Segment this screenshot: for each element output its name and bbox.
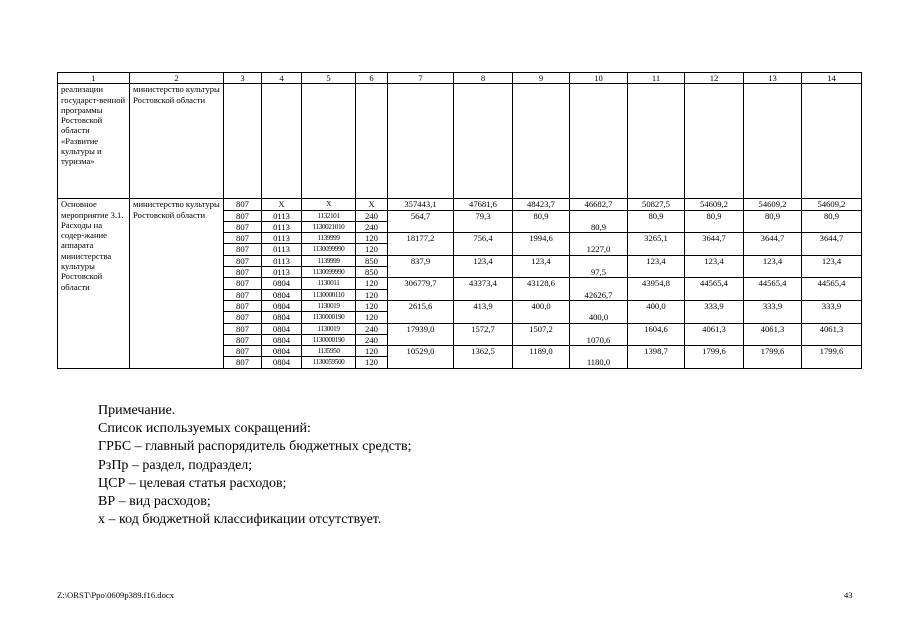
grbs-code-cell: 807 [224,289,262,300]
value-cell [513,210,570,233]
grbs-code-cell: 807 [224,323,262,334]
value-text: 400,0 [531,300,551,311]
value-text: 413,9 [473,300,493,311]
csr-code-cell: 1130011 [302,278,356,289]
csr-code-cell: 1130000190 [302,312,356,323]
value-text: 80,9 [590,221,607,232]
empty-cell [302,84,356,199]
value-text: 80,9 [706,210,722,221]
program-name-cell: реализации государст-венной программы Ростовской области «Развитие культуры и туризма» [58,84,130,199]
value-cell [628,323,685,346]
value-text: 43954,8 [642,278,670,289]
vr-code-cell: 120 [356,233,388,244]
notes-section [98,402,411,529]
value-cell [388,300,454,323]
value-cell [685,210,744,233]
vr-code-cell: 240 [356,323,388,334]
csr-code-cell: 1132101 [302,210,356,221]
value-text: 1572,7 [471,323,495,334]
csr-code-cell: 1135950 [302,346,356,357]
grbs-code-cell: 807 [224,334,262,345]
value-text: 1180,0 [586,357,611,368]
grbs-code-cell: 807 [224,346,262,357]
value-text: 1799,6 [760,346,785,357]
rzpr-code-cell: 0804 [262,334,302,345]
value-cell [388,233,454,256]
vr-code-cell: 120 [356,357,388,368]
value-cell [513,323,570,346]
value-cell [388,346,454,369]
notes-intro: Список используемых сокращений: [98,421,311,437]
value-text: 80,9 [764,210,781,221]
column-header: 13 [744,73,802,84]
column-header: 3 [224,73,262,84]
value-text: 756,4 [473,233,493,244]
empty-cell [570,84,628,199]
vr-code-cell: 120 [356,278,388,289]
value-text: 123,4 [704,255,724,266]
value-text: 44565,4 [700,278,728,289]
vr-code-cell: 120 [356,289,388,300]
grbs-code-cell: 807 [224,255,262,266]
value-cell [388,255,454,278]
empty-cell [744,84,802,199]
note-item: ВР – вид расходов; [98,494,211,510]
csr-code-cell: 1130059500 [302,357,356,368]
table-header-row [58,73,862,84]
table-row [58,84,862,199]
empty-cell [513,84,570,199]
value-text: 43373,4 [469,278,497,289]
value-cell [388,210,454,233]
rzpr-code-cell: 0113 [262,210,302,221]
column-header: 14 [802,73,862,84]
value-text: 3644,7 [760,233,785,244]
csr-code-cell: 1130021010 [302,221,356,232]
total-value-cell: 54609,2 [685,199,744,210]
csr-code-cell: 1139999 [302,233,356,244]
value-text: 333,9 [704,300,724,311]
value-cell [628,300,685,323]
value-cell [628,233,685,256]
value-cell [802,255,862,278]
value-cell [388,278,454,301]
column-header: 7 [388,73,454,84]
value-text: 1070,6 [586,334,611,345]
value-text: 123,4 [821,255,842,266]
vr-code-cell: 120 [356,346,388,357]
rzpr-code-cell: 0113 [262,244,302,255]
value-text: 1799,6 [702,346,726,357]
csr-code-cell: 1130000190 [302,334,356,345]
value-text: 837,9 [410,255,431,266]
vr-code-cell: 240 [356,221,388,232]
value-cell [454,346,513,369]
total-value-cell: 50827,5 [628,199,685,210]
column-header: 10 [570,73,628,84]
value-text: 306779,7 [404,278,437,289]
rzpr-code-cell: 0804 [262,278,302,289]
value-cell [802,300,862,323]
value-cell [513,300,570,323]
value-text: 42626,7 [584,289,613,300]
rzpr-code-cell: 0113 [262,255,302,266]
value-cell [802,346,862,369]
grbs-code-cell: 807 [224,300,262,311]
table-row [58,199,862,210]
value-cell [744,346,802,369]
value-text: 1189,0 [529,346,553,357]
vr-code-cell: 120 [356,244,388,255]
value-cell [513,233,570,256]
column-header: 4 [262,73,302,84]
rzpr-code-cell: 0804 [262,323,302,334]
value-text: 564,7 [410,210,431,221]
column-header: 6 [356,73,388,84]
rzpr-code-cell: 0804 [262,346,302,357]
value-cell [802,278,862,301]
vr-code-cell: 850 [356,267,388,278]
value-cell [570,255,628,278]
value-cell [454,278,513,301]
value-text: 333,9 [821,300,842,311]
empty-cell [262,84,302,199]
value-cell [685,278,744,301]
column-header: 8 [454,73,513,84]
column-header: 2 [130,73,224,84]
empty-cell [628,84,685,199]
value-cell [570,278,628,301]
column-header: 9 [513,73,570,84]
grbs-code-cell: 807 [224,199,262,210]
value-text: 400,0 [646,300,666,311]
value-cell [570,210,628,233]
csr-code-cell: 1130000110 [302,289,356,300]
grbs-code-cell: 807 [224,210,262,221]
empty-cell [224,84,262,199]
value-text: 4061,3 [760,323,785,334]
value-text: 1227,0 [586,244,611,255]
value-cell [454,233,513,256]
page-number: 43 [844,590,853,600]
value-cell [802,323,862,346]
value-cell [628,210,685,233]
value-cell [513,255,570,278]
event-name-cell: Основное мероприятие 3.1. Расходы на содер-жание аппарата министерства культуры Ростовской области [58,199,130,368]
value-text: 4061,3 [819,323,844,334]
vr-code-cell: 120 [356,312,388,323]
value-text: 123,4 [646,255,666,266]
notes-title: Примечание. [98,403,176,418]
column-header: 11 [628,73,685,84]
value-text: 123,4 [762,255,783,266]
value-cell [744,300,802,323]
value-cell [454,323,513,346]
value-cell [744,233,802,256]
value-cell [685,233,744,256]
value-cell [454,255,513,278]
value-cell [454,210,513,233]
value-text: 1604,6 [644,323,668,334]
value-cell [628,346,685,369]
rzpr-code-cell: Х [262,199,302,210]
value-text: 1994,6 [529,233,553,244]
footer-file-path: Z:\ORST\Ppo\0609p389.f16.docx [57,590,174,600]
value-text: 43128,6 [527,278,555,289]
value-cell [685,255,744,278]
grbs-code-cell: 807 [224,233,262,244]
total-value-cell: 47681,6 [454,199,513,210]
budget-table [57,72,862,369]
value-text: 79,3 [475,210,491,221]
value-text: 2615,6 [408,300,433,311]
value-cell [513,346,570,369]
rzpr-code-cell: 0113 [262,267,302,278]
grbs-code-cell: 807 [224,267,262,278]
grbs-code-cell: 807 [224,357,262,368]
value-text: 123,4 [531,255,551,266]
value-cell [802,233,862,256]
rzpr-code-cell: 0113 [262,221,302,232]
value-cell [570,233,628,256]
value-text: 44565,4 [817,278,846,289]
rzpr-code-cell: 0804 [262,289,302,300]
note-item: ЦСР – целевая статья расходов; [98,475,287,491]
value-cell [744,278,802,301]
csr-code-cell: 1130019 [302,300,356,311]
total-value-cell: 46682,7 [570,199,628,210]
column-header: 1 [58,73,130,84]
grbs-code-cell: 807 [224,221,262,232]
value-text: 3265,1 [644,233,668,244]
value-text: 97,5 [590,267,607,278]
value-text: 400,0 [588,312,609,323]
vr-code-cell: 120 [356,300,388,311]
value-cell [802,210,862,233]
csr-code-cell: Х [302,199,356,210]
value-text: 80,9 [648,210,664,221]
empty-cell [802,84,862,199]
empty-cell [356,84,388,199]
value-text: 17939,0 [406,323,435,334]
value-text: 1507,2 [529,323,553,334]
grbs-code-cell: 807 [224,312,262,323]
total-value-cell: 357443,1 [388,199,454,210]
rzpr-code-cell: 0804 [262,300,302,311]
value-text: 3644,7 [702,233,726,244]
value-cell [570,323,628,346]
value-text: 18177,2 [406,233,435,244]
csr-code-cell: 1130099990 [302,267,356,278]
responsible-cell: министерство культуры Ростовской области [130,84,224,199]
value-text: 80,9 [533,210,549,221]
value-text: 1362,5 [471,346,495,357]
value-text: 1398,7 [644,346,668,357]
rzpr-code-cell: 0804 [262,312,302,323]
value-cell [570,300,628,323]
csr-code-cell: 1130019 [302,323,356,334]
value-cell [685,346,744,369]
value-cell [388,323,454,346]
value-cell [513,278,570,301]
value-text: 44565,4 [758,278,787,289]
csr-code-cell: 1130099990 [302,244,356,255]
value-cell [628,255,685,278]
value-cell [628,278,685,301]
value-text: 4061,3 [702,323,726,334]
value-text: 1799,6 [819,346,844,357]
value-cell [685,323,744,346]
note-item: х – код бюджетной классификации отсутствует. [98,512,382,528]
empty-cell [685,84,744,199]
vr-code-cell: 240 [356,334,388,345]
rzpr-code-cell: 0804 [262,357,302,368]
value-text: 10529,0 [406,346,435,357]
value-text: 3644,7 [819,233,844,244]
value-text: 80,9 [823,210,840,221]
value-text: 123,4 [473,255,493,266]
total-value-cell: 54609,2 [802,199,862,210]
vr-code-cell: 240 [356,210,388,221]
grbs-code-cell: 807 [224,244,262,255]
total-value-cell: 54609,2 [744,199,802,210]
total-value-cell: 48423,7 [513,199,570,210]
value-cell [570,346,628,369]
value-cell [454,300,513,323]
value-cell [744,210,802,233]
note-item: ГРБС – главный распорядитель бюджетных средств; [98,439,412,455]
column-header: 12 [685,73,744,84]
empty-cell [388,84,454,199]
value-cell [744,255,802,278]
grbs-code-cell: 807 [224,278,262,289]
vr-code-cell: Х [356,199,388,210]
value-cell [685,300,744,323]
value-cell [744,323,802,346]
rzpr-code-cell: 0113 [262,233,302,244]
csr-code-cell: 1139999 [302,255,356,266]
column-header: 5 [302,73,356,84]
responsible-cell: министерство культуры Ростовской области [130,199,224,368]
empty-cell [454,84,513,199]
value-text: 333,9 [762,300,783,311]
note-item: РзПр – раздел, подраздел; [98,457,253,473]
vr-code-cell: 850 [356,255,388,266]
